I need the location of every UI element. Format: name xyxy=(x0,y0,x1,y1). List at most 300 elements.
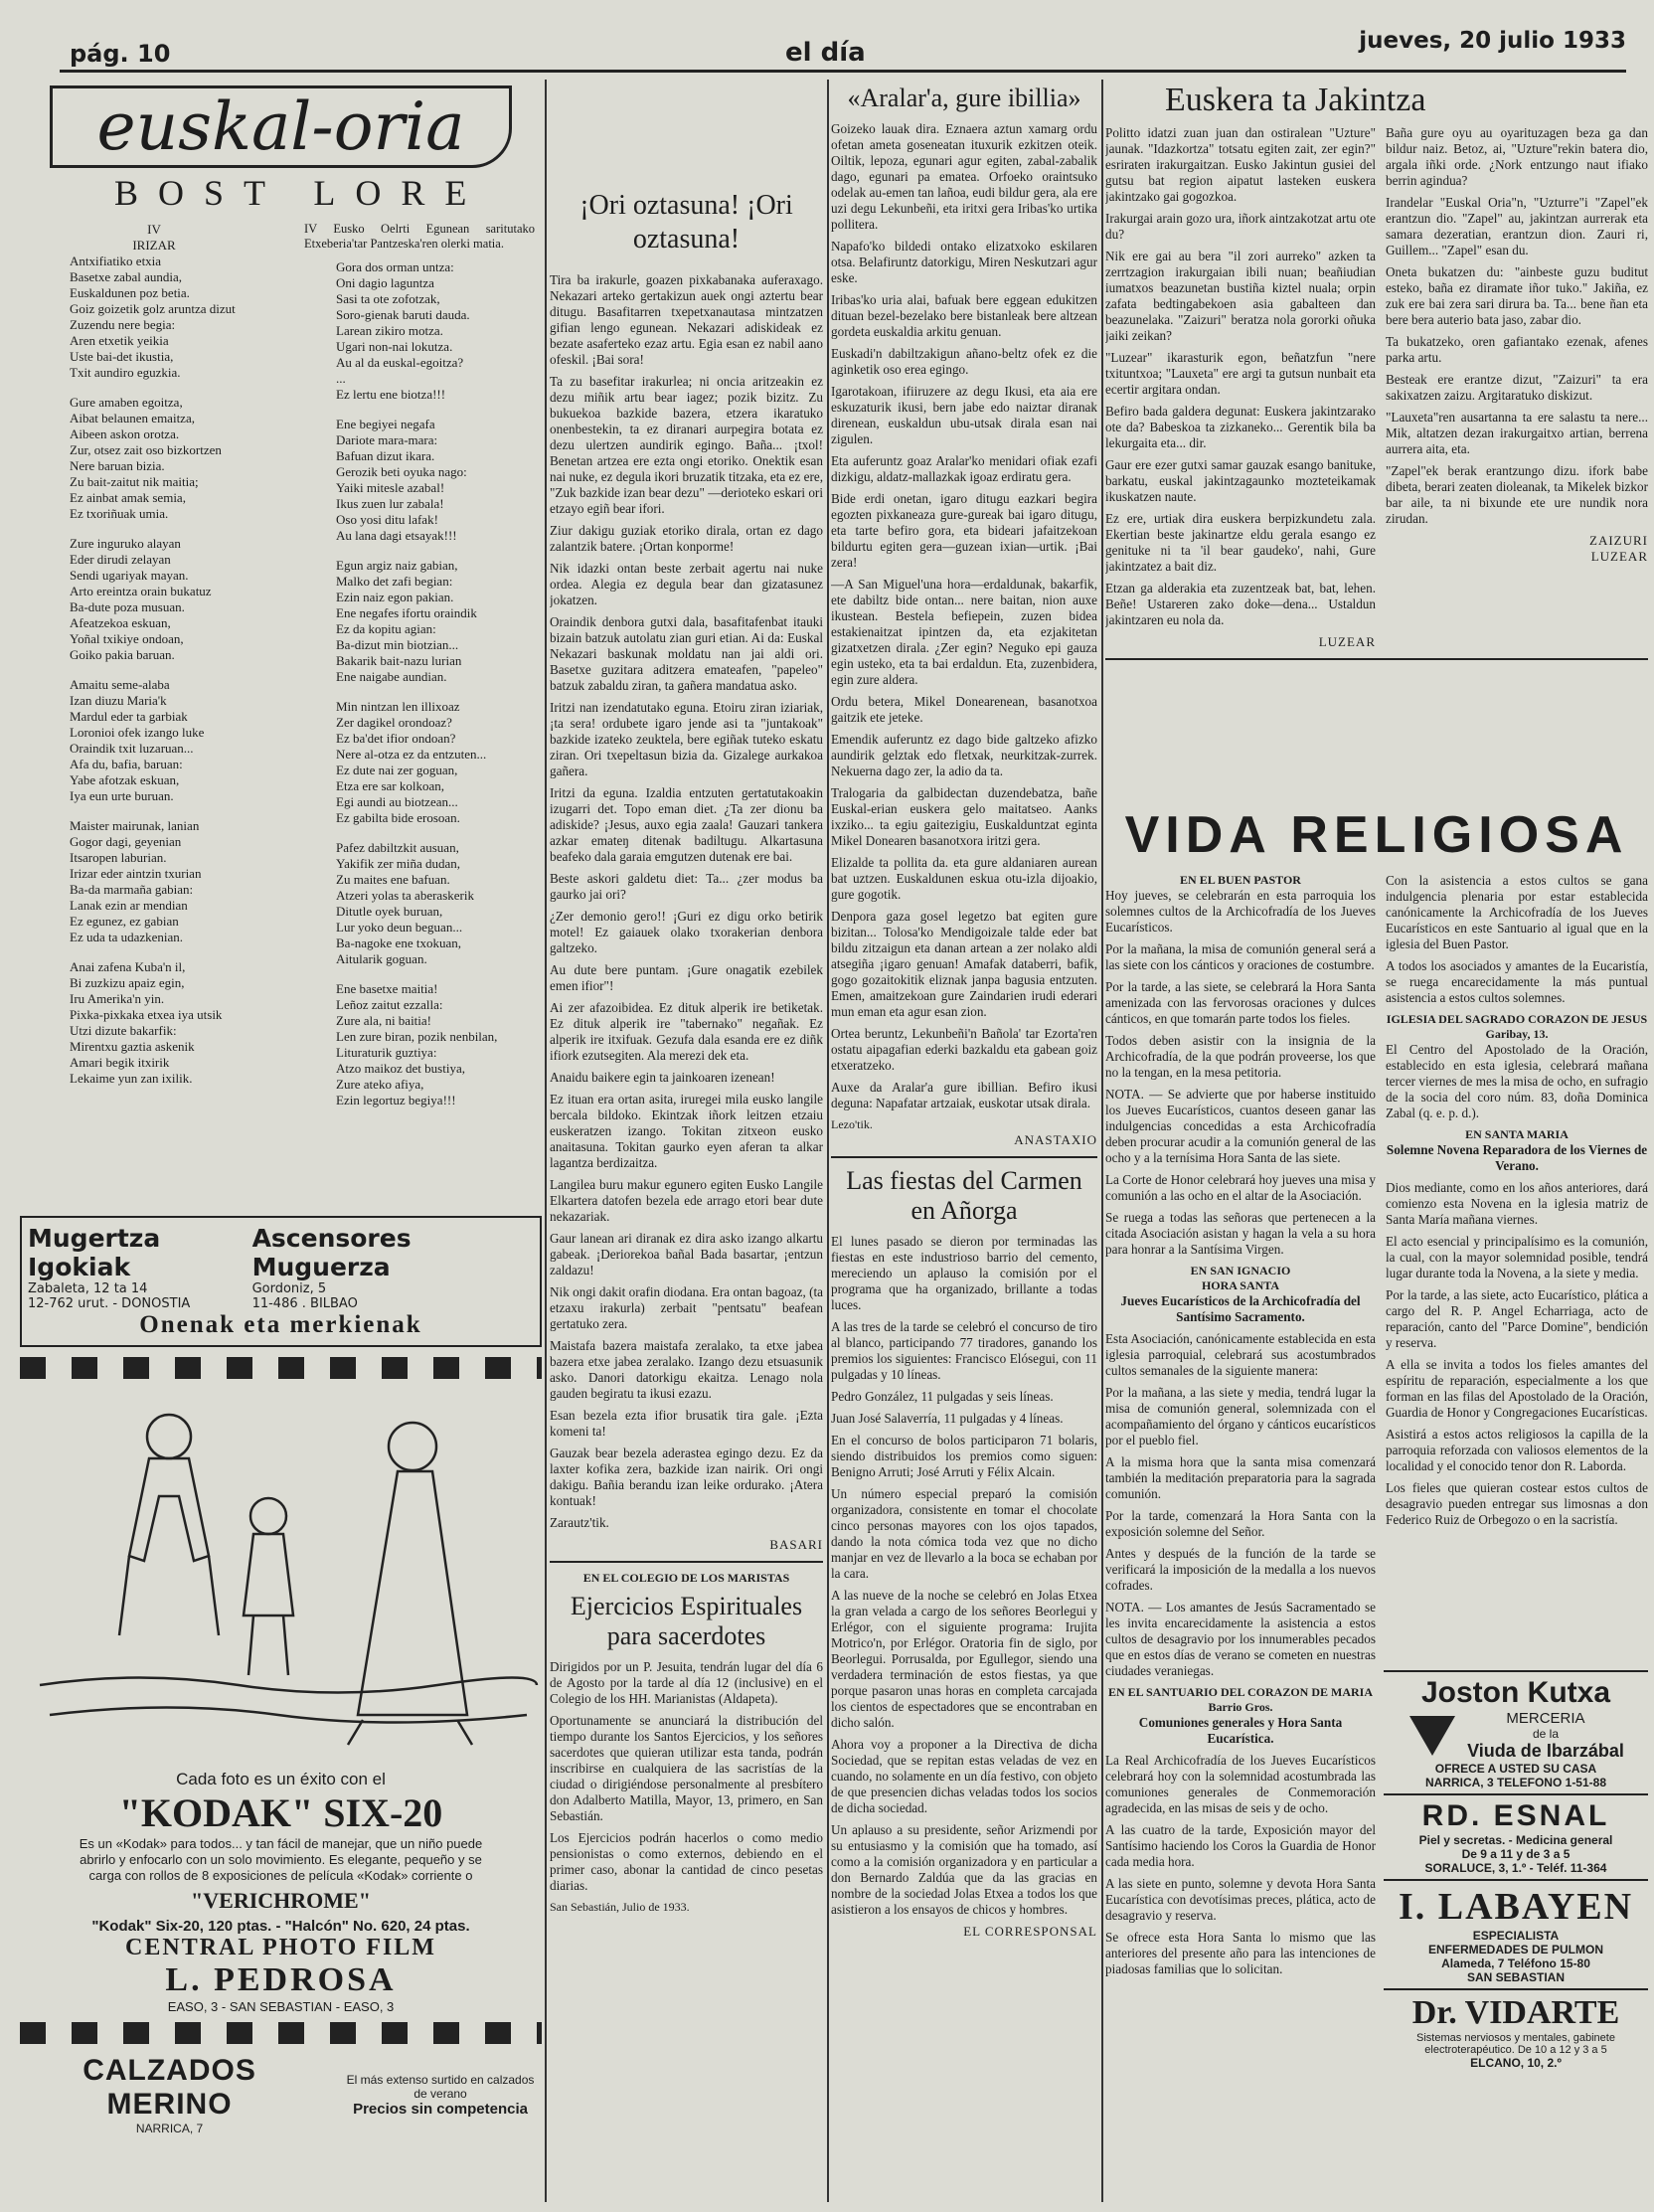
paragraph: Nik ongi dakit orafin diodana. Era ontan bagoaz, (ta etzaxu irakurla) zerbait "pentsatu" beafean gertatuko zera. xyxy=(550,1284,823,1331)
ad-mugertza-right xyxy=(252,1224,534,1311)
poem-line: Egi aundi au biotzean... xyxy=(336,794,458,809)
sagrado-heading: IGLESIA DEL SAGRADO CORAZON DE JESUS xyxy=(1386,1012,1648,1026)
poem-line: Afa du, bafia, baruan: xyxy=(70,757,183,771)
column-aralar xyxy=(831,80,1097,2202)
poem-line: Euskaldunen poz betia. xyxy=(70,285,190,300)
paragraph: Dios mediante, como en los años anteriores, dará comienzo esta Novena en la iglesia matriz de Santa María mañana viernes. xyxy=(1386,1180,1648,1227)
paragraph: Esan bezela ezta ifior brusatik tira gale. ¡Ezta komeni ta! xyxy=(550,1408,823,1439)
paragraph: Anaidu baikere egin ta jainkoaren izenean! xyxy=(550,1070,775,1085)
paragraph: Dirigidos por un P. Jesuita, tendrán lugar del día 6 de Agosto por la tarde al día 12 (inclusive) en el Colegio de los HH. Marianistas (Aldapeta). xyxy=(550,1659,823,1706)
page-number: pág. 10 xyxy=(70,40,171,68)
poem-line: Loronioi ofek izango luke xyxy=(70,725,205,740)
paragraph: A las siete en punto, solemne y devota Hora Santa Eucarística con devotísimas preces, plática, acto de desagravio y reserva. xyxy=(1105,1876,1376,1923)
joston-merceria: MERCERIA xyxy=(1506,1710,1585,1727)
kodak-owner: L. PEDROSA xyxy=(165,1961,397,1998)
joston-text xyxy=(1467,1710,1624,1762)
column-euskera-jakintza xyxy=(1105,80,1648,766)
poem-line: Ba-nagoke ene txokuan, xyxy=(336,936,461,950)
merino-name: CALZADOS MERINO xyxy=(83,2054,256,2121)
poem-line: Larean zikiro motza. xyxy=(336,323,443,338)
poem-line: Lekaime yun zan ixilik. xyxy=(70,1071,193,1086)
paragraph: El Centro del Apostolado de la Oración, establecido en esta iglesia, celebrará mañana tercer viernes de mes la misa de ocho, en sufragio de la socia del coro núm. 83, doña Dominica Zabal (q. e. p. d.). xyxy=(1386,1042,1648,1120)
jueves-heading: Jueves Eucarísticos de la Archicofradía del Santísimo Sacramento. xyxy=(1120,1293,1361,1324)
merino-tag2: Precios sin competencia xyxy=(353,2100,528,2118)
end-signature: LUZEAR xyxy=(1590,549,1648,564)
paragraph: Irandelar "Euskal Oria"n, "Uzturre"i "Zapel"ek erantzun dio. "Zapel" au, jakintzan aurrerak eta samara dezeratian, erantzun dion. Zauri ri, Guillem... "Zapel" esan du. xyxy=(1386,195,1648,257)
poem-line: Ezin legortuz begiya!!! xyxy=(336,1093,456,1107)
poem-line: Bi zuzkizu apaiz egin, xyxy=(70,975,185,990)
paragraph: Eta auferuntz goaz Aralar'ko menidari ofiak ezafi dizkigu, aldatz-mallazkak igoaz erdiratu gera. xyxy=(831,453,1097,484)
poem-line: Sasi ta ote zofotzak, xyxy=(336,291,440,306)
ads-right-column xyxy=(1384,1670,1648,2074)
labayen-line1: ESPECIALISTA xyxy=(1472,1929,1560,1943)
poem-line: Maister mairunak, lanian xyxy=(70,818,200,833)
poem-stanza xyxy=(20,959,288,1087)
paragraph: Se ruega a todas las señoras que pertenecen a la citada Asociación asistan y hagan la vela a su hora para honrar a la Santísima Virgen. xyxy=(1105,1210,1376,1257)
joston-row xyxy=(1384,1710,1648,1762)
poem-line: Ez dute nai zer goguan, xyxy=(336,763,458,777)
kodak-prices: "Kodak" Six-20, 120 ptas. - "Halcón" No. 620, 24 ptas. xyxy=(91,1918,470,1935)
paragraph: Bide erdi onetan, igaro ditugu eazkari begira egozten pixkaneaza gure-gureak bai igaro ditugu, eta tarte befiro gora, eta bideari jafaitzekoan bildurtu egiten gera—guzean ixian—urtik. ¡Bai zera! xyxy=(831,491,1097,570)
euskal-oria-logo: euskal-oria xyxy=(50,85,512,168)
paragraph: Zarautz'tik. xyxy=(550,1515,609,1530)
paragraph: Esta Asociación, canónicamente establecida en esta iglesia parroquial, celebrará sus acostumbrados cultos semanales de la siguiente manera: xyxy=(1105,1331,1376,1378)
santa-maria-heading: EN SANTA MARIA xyxy=(1465,1127,1569,1141)
article-body-oztasuna xyxy=(550,272,823,1531)
paragraph: Befiro bada galdera degunat: Euskera jakintzarako ote da? Babeskoa ta zizkaneko... Gerentik bila ba lekurgaita eta... dir. xyxy=(1105,404,1376,450)
poem-line: Oso yosi ditu lafak! xyxy=(336,512,438,527)
kodak-film: "VERICHROME" xyxy=(191,1888,371,1913)
checker-border-top xyxy=(20,1357,542,1379)
euskera-columns xyxy=(1105,125,1648,650)
kodak-line1: Cada foto es un éxito con el xyxy=(176,1770,386,1788)
poem-line: Gogor dagi, geyenian xyxy=(70,834,182,849)
poem-line: Oni dagio laguntza xyxy=(336,275,434,290)
poem-line: Yaiki mitesle azabal! xyxy=(336,480,445,495)
ad-merino-right xyxy=(339,2073,542,2118)
masthead xyxy=(60,28,1626,73)
stanza-name: IRIZAR xyxy=(132,238,176,253)
poem-line: Zure ala, ni baitia! xyxy=(336,1013,432,1028)
buen-pastor-heading: EN EL BUEN PASTOR xyxy=(1180,873,1301,887)
poem-line: Ez ainbat amak semia, xyxy=(70,490,186,505)
paragraph: Juan José Salaverría, 11 pulgadas y 4 líneas. xyxy=(831,1411,1064,1426)
ejercicios-body xyxy=(550,1659,823,1894)
paragraph: Nik ere gai au bera "il zori aurreko" azken ta zerrtzagion irakurgaian ibili nuan; beañiudian iumatxos beazunetan bustiña kiztel nuala; orpin zafata bedtingabekoen asia gabalteen dan beazunelaka. "Zaizuri" beratza nola gororki oñuka jaiki zeikan? xyxy=(1105,249,1376,343)
poem-left xyxy=(20,222,288,1101)
poem-line: Gure amaben egoitza, xyxy=(70,395,183,410)
paragraph: Pedro González, 11 pulgadas y seis líneas. xyxy=(831,1389,1054,1404)
paragraph: Ortea beruntz, Lekunbeñi'n Bañola' tar Ezorta'ren ostatu aipagafian ederki bazkaldu eta gabean goiz etxeratzeko. xyxy=(831,1026,1097,1073)
paragraph: Hoy jueves, se celebrarán en esta parroquia los solemnes cultos de la Archicofradía de los Jueves Eucarísticos. xyxy=(1105,888,1376,935)
paragraph: Un número especial preparó la comisión organizadora, consistente en tomar el chocolate cinco personas mayores con los ojos tapados, dando la nota cómica toda vez que no dicho manjar en vez de llevarlo a la boca se echaban por la cara. xyxy=(831,1486,1097,1581)
colegio-kicker: EN EL COLEGIO DE LOS MARISTAS xyxy=(582,1571,790,1585)
vidarte-line2: ELCANO, 10, 2.º xyxy=(1470,2056,1562,2070)
paragraph: En el concurso de bolos participaron 71 bolaris, siendo distribuidos los premios como siguen: Benigno Arruti; José Arruti y Félix Alcain. xyxy=(831,1433,1097,1479)
ejercicios-title: Ejercicios Espirituales para sacerdotes xyxy=(570,1592,803,1650)
kodak-shop: CENTRAL PHOTO FILM xyxy=(125,1935,436,1960)
paragraph: Ta zu basefitar irakurlea; ni oncia aritzeakin ez dezu miñik artu bear iagez; pozik bizitz. Zu bukuekoa bazkide bazera, etzera ikaratuko onenbestekin, ta ez diranari aurpegira botata ez dezu ulertzen aundirik egingo. Baña... ¡txol! Benetan artzea ere ezta ongi etoriko. Onektik esan nai nuke, ez degula ikori bruzatik titzaka, eta ez ere, "Zuk bazkide izan bear dezu" —derioteko eskari ori etzayo egiñ bear ifori. xyxy=(550,374,823,516)
paragraph: NOTA. — Los amantes de Jesús Sacramentado se les invita encarecidamente la asistencia a estos cultos de desagravio por los innumerables pecados que en estos días de verano se cometen en nuestras ciudades veraniegas. xyxy=(1105,1600,1376,1678)
paragraph: Oneta bukatzen du: "ainbeste guzu buditut esteko, baña ez diramate iñor tuko." Jakiña, ez zuk ere bai zera sari dirura ba. Ta... bene ñan eta bere bera auterio bata jaso, zabar dio. xyxy=(1386,264,1648,327)
poem-stanza xyxy=(286,840,535,967)
ad-vidarte xyxy=(1384,1988,1648,2074)
ad-merino-left xyxy=(20,2054,319,2135)
poem-line: Zu bait-zaitut nik maitia; xyxy=(70,474,199,489)
poem-stanza xyxy=(20,818,288,945)
poem-line: Ugari non-nai lokutza. xyxy=(336,339,453,354)
esnal-name: RD. ESNAL xyxy=(1421,1799,1610,1832)
poem-line: Gerozik beti oyuka nago: xyxy=(336,464,467,479)
ad-mugertza-right-addr: Gordoniz, 5 xyxy=(251,1281,327,1296)
poem-line: Yabe afotzak eskuan, xyxy=(70,772,180,787)
hora-santa-heading: HORA SANTA xyxy=(1201,1278,1280,1292)
poem-subtitle: IV Eusko Oelrti Egunean saritutako Etxeberia'tar Pantzeska'ren olerki matia. xyxy=(304,222,535,251)
kodak-name: "KODAK" SIX-20 xyxy=(118,1790,443,1835)
paragraph: A las tres de la tarde se celebró el concurso de tiro al blanco, participando 77 tiradores, ganando los premios los siguientes: Francisco Elósegui, con 11 pulgadas y 10 líneas. xyxy=(831,1319,1097,1382)
aralar-place: Lezo'tik. xyxy=(831,1117,873,1131)
paragraph: La Corte de Honor celebrará hoy jueves una misa y comunión a las ocho en el altar de la Asociación. xyxy=(1105,1172,1376,1203)
poem-line: Bakarik bait-nazu lurian xyxy=(336,653,462,668)
paragraph: NOTA. — Se advierte que por haberse instituido los Jueves Eucarísticos, cuantos deseen ganar las indulgencias concedidas a esta Archicofradía deben procurar acudir a la comunión general de las ocho y a la ternísima Hora Santa de las siete. xyxy=(1105,1087,1376,1165)
poem-line: Yakifik zer miña dudan, xyxy=(336,856,461,871)
poem-line: Antxifiatiko etxia xyxy=(70,254,162,268)
poem-line: Zur, otsez zait oso bizkortzen xyxy=(70,442,222,457)
poem-line: Amari begik itxirik xyxy=(70,1055,170,1070)
poem-stanza xyxy=(20,536,288,663)
poem-line: Leñoz zaitut ezzalla: xyxy=(336,997,443,1012)
paragraph: Ahora voy a proponer a la Directiva de dicha Sociedad, que se repitan estas veladas de vez en cuando, no solamente en un día festivo, con objeto de que presencien dichas veladas todos los socios de dicha sociedad. xyxy=(831,1737,1097,1815)
paragraph: Iritzi nan izendatutako eguna. Etoiru ziran iziariak, ¡ta sera! ordubete igaro jende asi ta "juntakoak" bazkide izateko zeuktela, bere egiñak tuteko eskatu ziran. Ori txepeltasun bizia da. Gizalege aurkakoa gañera. xyxy=(550,700,823,778)
poem-line: Atzo maikoz det bustiya, xyxy=(336,1061,465,1076)
poem-line: Ezin naiz egon pakian. xyxy=(336,590,454,604)
poem-line: Ba-dute poza musuan. xyxy=(70,599,185,614)
paragraph: "Zapel"ek berak erantzungo dizu. ifork babe dibeta, berari zeaten dioleanak, ta Mikelek bizkor bar aile, ta ni bixunde ete ure nundik nora zirudan. xyxy=(1386,463,1648,526)
fiestas-title: Las fiestas del Carmen en Añorga xyxy=(846,1166,1082,1225)
paragraph: Iribas'ko uria alai, bafuak bere eggean edukitzen dituan bezel-bezelako bere bistanleak bere altzean gordeta euskaldia arkitu genuan. xyxy=(831,292,1097,339)
poem-line: Ba-dizut min biotzian... xyxy=(336,637,459,652)
joston-name: Joston Kutxa xyxy=(1420,1676,1611,1709)
poem-line: Nere al-otza ez da entzuten... xyxy=(336,747,487,762)
ad-kodak xyxy=(20,1357,542,2044)
poem-stanza xyxy=(20,222,288,381)
poem-line: Zuzendu nere begia: xyxy=(70,317,176,332)
poem-line: Min nintzan len illixoaz xyxy=(336,699,460,714)
article-title-oztasuna: ¡Ori oztasuna! ¡Ori oztasuna! xyxy=(579,190,793,255)
ad-mugertza-left xyxy=(28,1224,252,1311)
poem-line: Utzi dizute bakarfik: xyxy=(70,1023,177,1038)
paragraph: Baña gure oyu au oyarituzagen beza ga dan bildur naiz. Betoz, ai, "Uzture"rekin batera dio, argala iñki orde. ¿Nork entzungo naut ifiako berrin agindua? xyxy=(1386,125,1648,188)
paragraph: El acto esencial y principalísimo es la comunión, la cual, con la mayor solemnidad posible, tendrá lugar durante toda la Novena, a la siete y media. xyxy=(1386,1234,1648,1280)
paragraph: Un aplauso a su presidente, señor Arizmendi por su entusiasmo y la comisión que ha tomado, así como a la comisión organizadora y en particular a don Bernardo Zaldúa que da las gracias en nombre de la sociedad Jolas Etxea a todos los que asistieron a los ensayos de chicos y hombres. xyxy=(831,1822,1097,1917)
poem-line: Sendi ugariyak mayan. xyxy=(70,568,189,583)
paragraph: Iritzi da eguna. Izaldia entzuten gertatutakoakin izugarri det. Topo eman diet. ¿Ta zer dionu ba adiskide? ¡Jesus, auxo egia zaala! Gauzari tankera azkar emateŋ ditenak badiltugu. Alkartasuna beafeko dala garaia emgutzen dutenak ere bai. xyxy=(550,785,823,864)
poem-line: Au al da euskal-egoitza? xyxy=(336,355,464,370)
poem-line: Goiz goizetik golz aruntza dizut xyxy=(70,301,236,316)
paragraph: La Real Archicofradía de los Jueves Eucarísticos celebrará hoy con la solemnidad acostumbrada las comuniones generales de Conmemoración agradecida, en las misas de seis y de ocho. xyxy=(1105,1753,1376,1815)
paragraph: Langilea buru makur egunero egiten Eusko Langile Elkartera datofen bezela ede arrago etori bear dute nekazariak. xyxy=(550,1177,823,1224)
labayen-line3: Alameda, 7 Teléfono 15-80 xyxy=(1441,1957,1590,1970)
euskera-col-right xyxy=(1386,125,1648,650)
poem-line: Au lana dagi etsayak!!! xyxy=(336,528,457,543)
poem-line: Etza ere sar kolkoan, xyxy=(336,778,445,793)
paragraph: Gauzak bear bezela aderastea egingo dezu. Ez da laxter kofika zera, bazkide izan nairik. Ori ongi dakigu. Bañia berandu izan leike ordurako. ¡Atera kontuak! xyxy=(550,1446,823,1508)
divider xyxy=(831,1156,1097,1158)
poem-line: Ditutle oyek buruan, xyxy=(336,904,443,919)
ad-mugertza-left-title: Mugertza Igokiak xyxy=(28,1224,161,1281)
ad-mugertza-left-addr: Zabaleta, 12 ta 14 xyxy=(28,1281,148,1296)
poem-line: Eder dirudi zelayan xyxy=(70,552,171,567)
paragraph: Ta bukatzeko, oren gafiantako ezenak, afenes parka artu. xyxy=(1386,334,1648,365)
column-rule xyxy=(1101,80,1103,2202)
poem-line: Ez ba'det ifior ondoan? xyxy=(336,731,456,746)
poem-line: Bafuan dizut ikara. xyxy=(336,448,435,463)
vidarte-line1: Sistemas nerviosos y mentales, gabinete electroterapéutico. De 10 a 12 y 3 a 5 xyxy=(1416,2032,1615,2056)
paper-name: el día xyxy=(785,38,866,68)
poem-line: Len zure biran, pozik nenbilan, xyxy=(336,1029,498,1044)
poem-line: Oraindik txit luzaruan... xyxy=(70,741,194,756)
poem-line: Ene naigabe aundian. xyxy=(336,669,447,684)
ad-joston xyxy=(1384,1670,1648,1793)
column-rule xyxy=(827,80,829,2202)
poem-stanza xyxy=(20,395,288,522)
ad-merino xyxy=(20,2054,542,2135)
ad-mugertza-right-title: Ascensores Muguerza xyxy=(251,1224,412,1281)
poem-line: Zu maites ene bafuan. xyxy=(336,872,450,887)
poem-line: Ez gabilta bide erosoan. xyxy=(336,810,460,825)
ejercicios-place: San Sebastián, Julio de 1933. xyxy=(550,1900,690,1914)
vida-col-left xyxy=(1105,873,1376,1983)
corazon-heading: EN EL SANTUARIO DEL CORAZON DE MARIA xyxy=(1107,1685,1374,1699)
san-ignacio-heading: EN SAN IGNACIO xyxy=(1190,1264,1291,1277)
poem-line: Basetxe zabal aundia, xyxy=(70,269,182,284)
ad-esnal xyxy=(1384,1793,1648,1879)
ad-mugertza-slogan: Onenak eta merkienak xyxy=(139,1311,422,1338)
paragraph: Se ofrece esta Hora Santa lo mismo que las anteriores del presente año para las intenciones de piadosas familias que lo solicitan. xyxy=(1105,1930,1376,1976)
paragraph: Napafo'ko bildedi ontako elizatxoko eskilaren otsa. Belafiruntz datorkigu, Miren Neskutzari agur eske. xyxy=(831,239,1097,285)
article-title-aralar: «Aralar'a, gure ibillia» xyxy=(847,84,1081,112)
paragraph: Maistafa bazera maistafa zeralako, ta etxe jabea bazera etxe jabea zeralako. Izango dezu etsuasunik asko. Danori datorkigu ekaitza. Lenago nola gauden begiratu ta ikusi ezazu. xyxy=(550,1338,823,1401)
paragraph: Oraindik denbora gutxi dala, basafitafenbat itauki bizain batzuk autolatu zian guri etian. Ai da: Euskal Nekazari baskunak moldatu nan jai aldi ori. Basetxe guzitara aditzera emateafen, "papeleo" batzuk zabaldu ziran, ta gañera mandatua asko. xyxy=(550,614,823,693)
ad-mugertza-top xyxy=(28,1224,534,1311)
checker-border-bottom xyxy=(20,2022,542,2044)
paragraph: Etzan ga alderakia eta zuzentzeak bat, bat, lehen. Beñe! Ustareren zako doke—dena... Ustaldun jakintzaren eu nola da. xyxy=(1105,581,1376,627)
paragraph: Por la tarde, a las siete, se celebrará la Hora Santa amenizada con las fervorosas oraciones y dulces cánticos, en que tomarán parte todos los fieles. xyxy=(1105,979,1376,1026)
poem-line: Lur yoko deun beguan... xyxy=(336,920,463,935)
ad-mugertza-left-tel: 12-762 urut. - DONOSTIA xyxy=(28,1296,191,1311)
poem-line: Txit aundiro eguzkia. xyxy=(70,365,181,380)
poem-title: BOST LORE xyxy=(114,173,487,213)
paragraph: Asistirá a estos actos religiosos la capilla de la parroquia reforzada con valiosos elementos de la localidad y el conocido tenor don R. Laborda. xyxy=(1386,1427,1648,1473)
column-ori-oztasuna xyxy=(550,80,823,2202)
paragraph: ¿Zer demonio gero!! ¡Guri ez digu orko betirik motel! Ez gaiauek olako txorakerian denbora galtzeko. xyxy=(550,909,823,955)
poem-line: Pixka-pixkaka etxea iya utsik xyxy=(70,1007,223,1022)
poem-stanza xyxy=(20,677,288,804)
paragraph: Politto idatzi zuan juan dan ostiralean "Uzture" jaunak. "Idazkortza" totsatu egiten zait, zer egin?" esriraten irakurgaitzan. Eusko Jakintun gusiei del gutsu bat region aipatut lasteken euskera jakintzako gai gogozkoa. xyxy=(1105,125,1376,204)
poem-line: Soro-gienak baruti dauda. xyxy=(336,307,470,322)
poem-line: Aibat belaunen emaitza, xyxy=(70,411,195,425)
paragraph: Ez ituan era ortan asita, iruregei mila eusko langile bercala bildoko. Ekintzak iñork leitzen etzaiu euskeratzen izango. Tokitan zitxeon eusko anaitasuna. Tokitan gaurko eyen aferan ta alkar lagantza berdizaitza. xyxy=(550,1092,823,1170)
poem-stanza xyxy=(286,259,535,403)
fiestas-signature: EL CORRESPONSAL xyxy=(963,1924,1097,1939)
poem-line: Mirentxu gaztia askenik xyxy=(70,1039,195,1054)
paragraph: Goizeko lauak dira. Eznaera aztun xamarg ordu ofetan ameta goseneatan ituxurik ezkitzen oteik. Oiltik, lepoza, egunari agur egiten, zabal-zabalik dago, egunari pa ematea. Orfoeko oraintsuko odelak au-emen tan lañoa, eudi bildur gera, ala ere uzi degu Lekunbeñi, eta iritxi gera Iribas'ko urtika pollitera. xyxy=(831,121,1097,232)
poem-line: Ba-da marmaña gabian: xyxy=(70,882,194,897)
paragraph: Gaur lanean ari diranak ez dira asko izango alkartu gabeak. ¡Deriorekoa bañal Bada basartar, ¡entzun zaldazu! xyxy=(550,1231,823,1277)
vidarte-name: Dr. VIDARTE xyxy=(1411,1994,1620,2031)
paragraph: Por la mañana, la misa de comunión general será a las siete con los cánticos y oraciones de costumbre. xyxy=(1105,941,1376,972)
labayen-line4: SAN SEBASTIAN xyxy=(1466,1970,1565,1984)
poem-line: Ene begiyei negafa xyxy=(336,417,435,431)
poem-line: Izan diuzu Maria'k xyxy=(70,693,167,708)
triangle-icon xyxy=(1407,1714,1457,1758)
poem-line: Ene basetxe maitia! xyxy=(336,981,438,996)
poem-line: Mardul eder ta garbiak xyxy=(70,709,188,724)
euskera-signature: LUZEAR xyxy=(1318,634,1376,649)
paragraph: Emendik auferuntz ez dago bide galtzeko afizko aundirik gelztak edo fletxak, neurkitzak-zurrek. Nekuerna dago zer, la adio da ta. xyxy=(831,732,1097,778)
poem-line: Dariote mara-mara: xyxy=(336,432,438,447)
poem-line: ... xyxy=(336,371,346,386)
poem-line: Ez da kopitu agian: xyxy=(336,621,436,636)
paragraph: Ordu betera, Mikel Donearenean, basanotxoa gaitzik ete jeteke. xyxy=(831,694,1097,725)
poem-line: Yoñal txikiye ondoan, xyxy=(70,631,184,646)
poem-line: Aren etxetik yeikia xyxy=(70,333,169,348)
poem-line: Aitularik goguan. xyxy=(336,951,427,966)
paragraph: El lunes pasado se dieron por terminadas las fiestas en este industrioso barrio del cemento, mereciendo un aplauso la comisión por el programa que ha organizado, brillante a todas luces. xyxy=(831,1234,1097,1312)
poem-line: Gora dos orman untza: xyxy=(336,259,454,274)
ad-labayen xyxy=(1384,1879,1648,1988)
poem-line: Atzeri yolas ta aberaskerik xyxy=(336,888,474,903)
poem-line: Anai zafena Kuba'n il, xyxy=(70,959,186,974)
paragraph: Antes y después de la función de la tarde se verificará la imposición de la medalla a los nuevos cofrades. xyxy=(1105,1546,1376,1593)
paragraph: "Lauxeta"ren ausartanna ta ere salastu ta nere... Mik, altatzen dezan irakurgaitxo artian, berrena aurrera aita, eta. xyxy=(1386,410,1648,456)
poem-line: Ez lertu ene biotza!!! xyxy=(336,387,446,402)
poem-line: Zure ateko afiya, xyxy=(336,1077,424,1092)
paragraph: Los Ejercicios podrán hacerlos o como medio pensionistas o como externos, debiendo en el primer caso, abonar la cantidad de cinco pesetas diarias. xyxy=(550,1830,823,1893)
paragraph: Todos deben asistir con la insignia de la Archicofradía, de la que podrán proveerse, los que no la tengan, en la mesa petitoria. xyxy=(1105,1033,1376,1080)
poem-stanza xyxy=(286,558,535,685)
paragraph: A la misma hora que la santa misa comenzará también la meditación preparatoria para la sagrada comunión. xyxy=(1105,1454,1376,1501)
joston-addr: NARRICA, 3 TELEFONO 1-51-88 xyxy=(1424,1776,1607,1789)
comuniones-heading: Comuniones generales y Hora Santa Eucarística. xyxy=(1138,1715,1343,1746)
column-euskal-oria xyxy=(20,80,542,2202)
paragraph: Ez ere, urtiak dira euskera berpizkundetu zala. Ekertian beste jakinartze eldu gerala esango ez genituke ni ta 'il bear gaudeko', nahi, Gure jakintzatez a bait diz. xyxy=(1105,511,1376,574)
paragraph: Denpora gaza gosel legetzo bat egiten gure bizitan... Tolosa'ko Mendigoizale talde eder bat bildu zitzaigun eta danan artean a zer nolako aldi atsegiña ¡igaro genuan! Amafak databerri, bafik, gogo gozaitokitik eliznak janpa bagusia entzuten. Emen, amaitzekoan gure Zaindarien irudi ederari mun eman eta agur esan zion. xyxy=(831,909,1097,1019)
poem-line: Uste bai-det ikustia, xyxy=(70,349,174,364)
paragraph: Nik idazki ontan beste zerbait agertu nai nuke ordea. Alegia ez degula bear dan gizatasunez jokatzen. xyxy=(550,561,823,607)
paragraph: —A San Miguel'una hora—erdaldunak, bakarfik, ete dabiltz bide ontan... nere baitan, nion auxe ikustean. Bestela befiepein, zuzen bidea estakienaitzat ipintzen da, eta ezjakitetan gizatxetzen dirala. ¿Zer egin? Neguko epi gauza egin usteko, eta ta bai erdaldun. Eta, zuzenbidera, egin zure aldera. xyxy=(831,577,1097,687)
poem-line: Pafez dabiltzkit ausuan, xyxy=(336,840,459,855)
paragraph: A las nueve de la noche se celebró en Jolas Etxea la gran velada a cargo de los señores Beorlegui y Erlégor, con el siguiente programa: Irujita Motrico'n, por Erlégor. Oratoria fin de siglo, por Beorlegui. Porrusalda, por Egullegor, siendo una verdadera terminación de estos fiestas, ya que porque pasaron unas horas en completa carcajada los cientos de espectadores que se encontraban en dicho salón. xyxy=(831,1588,1097,1730)
poem-stanza xyxy=(286,417,535,544)
poem-line: Zure inguruko alayan xyxy=(70,536,181,551)
poem-stanza xyxy=(286,699,535,826)
vida-title: VIDA RELIGIOSA xyxy=(1124,806,1629,864)
paragraph: Con la asistencia a estos cultos se gana indulgencia plenaria por estar establecida canónicamente la Archicofradía de los Jueves Eucarísticos en este Santuario al igual que en la iglesia del Buen Pastor. xyxy=(1386,873,1648,951)
poem-line: Iru Amerika'n yin. xyxy=(70,991,165,1006)
stanza-number: IV xyxy=(147,222,161,237)
poem-line: Ez uda ta udazkenian. xyxy=(70,930,184,944)
poem-line: Itsaropen laburian. xyxy=(70,850,167,865)
garibay-heading: Garibay, 13. xyxy=(1485,1027,1549,1041)
novena-heading: Solemne Novena Reparadora de los Viernes de Verano. xyxy=(1386,1142,1648,1173)
paragraph: Tira ba irakurle, goazen pixkabanaka auferaxago. Nekazari arteko gertakizun auek ongi aztertu bear ditugu. Basafitarren txepetxanautasa mintzatzen gifian lengo egunean. Nekazari adiskideak ez bezate asaferteko ezaz artu. Egia esan ez nabil aano ofeskil. ¡Bai sora! xyxy=(550,272,823,367)
kodak-illustration xyxy=(20,1387,542,1765)
zaizuri-signature: ZAIZURI xyxy=(1589,533,1648,548)
poem-line: Lanak ezin ar mendian xyxy=(70,898,188,913)
labayen-line2: ENFERMEDADES DE PULMON xyxy=(1427,1943,1603,1957)
esnal-line3: SORALUCE, 3, 1.º - Teléf. 11-364 xyxy=(1424,1861,1607,1875)
paragraph: "Luzear" ikarasturik egon, beñatzfun "nere txituntxoa; "Lauxeta" ere argi ta gutsun nunbait eta ecertir argitara ondan. xyxy=(1105,350,1376,397)
poem-line: Aibeen askon orotza. xyxy=(70,426,180,441)
poem-line: Goiko pakia baruan. xyxy=(70,647,175,662)
paragraph: Oportunamente se anunciará la distribución del tiempo durante los Santos Ejercicios, y los señores sacerdotes que quieran utilizar esta tanda, podrán inscribirse en cualquiera de las sacristías de la ciudad o dirigiéndose personalmente al presbítero don Adalberto Matilla, Mayor, 13, primero, en San Sebastián. xyxy=(550,1713,823,1823)
poem-line: Ez egunez, ez gabian xyxy=(70,914,179,929)
paragraph: A las cuatro de la tarde, Exposición mayor del Santísimo haciendo los Coros la Guardia de Honor cada media hora. xyxy=(1105,1822,1376,1869)
article-body-aralar xyxy=(831,121,1097,1111)
euskera-col-left xyxy=(1105,125,1376,650)
poem-line: Lituraturik guztiya: xyxy=(336,1045,437,1060)
paragraph: Besteak ere erantze dizut, "Zaizuri" ta era sakixatzen zaizu. Argitaratuko diskizut. xyxy=(1386,372,1648,403)
poem-line: Afeatzekoa eskuan, xyxy=(70,615,171,630)
poem-block xyxy=(20,222,542,1216)
paragraph: Por la tarde, comenzará la Hora Santa con la exposición solemne del Señor. xyxy=(1105,1508,1376,1539)
poem-line: Iya eun urte buruan. xyxy=(70,788,174,803)
poem-right xyxy=(286,222,535,1122)
paragraph: Ziur dakigu guziak etoriko dirala, ortan ez dago zalantzik batere. ¡Ortan konporme! xyxy=(550,523,823,554)
paragraph: Por la mañana, a las siete y media, tendrá lugar la misa de comunión general, solemnizada con el acompañamiento del órgano y cánticos eucarísticos por el pueblo fiel. xyxy=(1105,1385,1376,1447)
paragraph: Por la tarde, a las siete, acto Eucarístico, plática a cargo del R. P. Angel Echarriaga, acto de reparación, canto del "Parce Domine", bendición y reserva. xyxy=(1386,1287,1648,1350)
esnal-line1: Piel y secretas. - Medicina general xyxy=(1418,1833,1613,1847)
paragraph: Euskadi'n dabiltzakigun añano-beltz ofek ez die aginketik oso erea egingo. xyxy=(831,346,1097,377)
poem-line: Irizar eder aintzin txurian xyxy=(70,866,202,881)
paragraph: Elizalde ta pollita da. eta gure aldaniaren aurean bat uztzen. Euskaldunen eskua otu-izla dijoakio, gure gogotik. xyxy=(831,855,1097,902)
divider xyxy=(550,1561,823,1563)
paragraph: Auxe da Aralar'a gure ibillian. Befiro ikusi degunа: Napafatar artzaiak, euskotar utsak dirala. xyxy=(831,1080,1097,1110)
kodak-addr: EASO, 3 - SAN SEBASTIAN - EASO, 3 xyxy=(167,1999,395,2014)
poem-line: Ene negafes ifortu oraindik xyxy=(336,605,477,620)
paragraph: Tralogaria da galbidectan duzendebatza, bañe Euskal-erian euskera gelo maitatseo. Aanks ixziko... ta egiu gaitezigiu, Euskalduntzat eginta Mikel Donearen basanotxora iritzi gera. xyxy=(831,785,1097,848)
paragraph: Gaur ere ezer gutxi samar gauzak esango banituke, barkatu, euskal jakintzagaunko mozteteikamak ikuskatzen naute. xyxy=(1105,457,1376,504)
poem-line: Ikus zuen lur zabala! xyxy=(336,496,444,511)
poem-line: Nere baruan bizia. xyxy=(70,458,165,473)
poem-stanza xyxy=(286,981,535,1108)
paragraph: Au dute bere puntam. ¡Gure onagatik ezebilek emen ifior"! xyxy=(550,962,823,993)
merino-addr: NARRICA, 7 xyxy=(135,2122,204,2135)
esnal-line2: De 9 a 11 y de 3 a 5 xyxy=(1461,1847,1571,1861)
labayen-name: I. LABAYEN xyxy=(1398,1886,1634,1928)
joston-de-la: de la xyxy=(1532,1727,1559,1741)
poem-line: Zer dagikel orondoaz? xyxy=(336,715,452,730)
paragraph: Ai zer afazoibidea. Ez dituk alperik ire betiketak. Ez dituk alperik ire "tabernako" negañak. Ez alperik ire itxifuak. Gezufa dala esanda ere ez diñk ifiork ezutsegiten. Ala merezi dek eta. xyxy=(550,1000,823,1063)
ad-mugertza xyxy=(20,1216,542,1347)
kodak-body: Es un «Kodak» para todos... y tan fácil de manejar, que un niño puede abrirlo y enfocarlo con un solo movimiento. Es elegante, pequeño y se carga con rollos de 8 exposiciones de película «Kodak» corriente o xyxy=(79,1836,483,1883)
paragraph: A ella se invita a todos los fieles amantes del espíritu de reparación, especialmente a los que forman en las filas del Apostolado de la Oración, Guardia de Honor y Congregaciones Eucarísticas. xyxy=(1386,1357,1648,1420)
column-rule xyxy=(545,80,547,2202)
paragraph: Irakurgai arain gozo ura, iñork aintzakotzat artu ote du? xyxy=(1105,211,1376,242)
poem-line: Egun argiz naiz gabian, xyxy=(336,558,458,573)
paragraph: Los fieles que quieran costear estos cultos de desagravio pueden entregar sus limosnas a don Federico Ruiz de Orbegozo o en la sacristía. xyxy=(1386,1480,1648,1527)
issue-date: jueves, 20 julio 1933 xyxy=(1359,28,1626,54)
article-signature-anastaxio: ANASTAXIO xyxy=(1014,1132,1097,1147)
article-signature-basari: BASARI xyxy=(769,1537,823,1552)
poem-line: Arto ereintza orain bukatuz xyxy=(70,584,212,598)
gros-heading: Barrio Gros. xyxy=(1208,1700,1273,1714)
joston-tag: OFRECE A USTED SU CASA xyxy=(1434,1762,1597,1776)
paragraph: Beste askori galdetu diet: Ta... ¿zer modus ba gaurko jai ori? xyxy=(550,871,823,902)
divider xyxy=(1105,658,1648,660)
poem-line: Ez txoriñuak umia. xyxy=(70,506,169,521)
